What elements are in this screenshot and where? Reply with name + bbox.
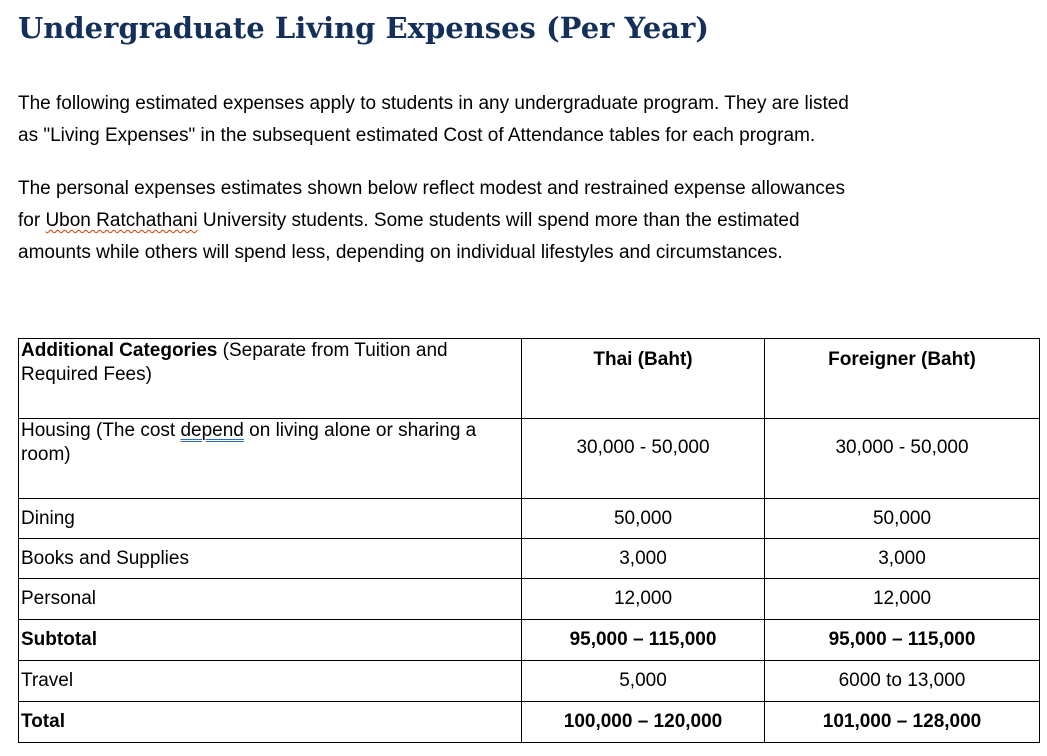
- row-thai-cell: 12,000: [522, 579, 765, 620]
- row-label-cell: Personal: [19, 579, 522, 620]
- housing-label-prefix: Housing (The cost: [21, 420, 181, 441]
- estimates-paragraph: [18, 173, 958, 269]
- estimates-line-2: [18, 205, 958, 237]
- row-label-cell: Dining: [19, 499, 522, 539]
- row-thai-cell: 5,000: [522, 661, 765, 702]
- row-foreigner-cell: 12,000: [765, 579, 1040, 620]
- row-label-cell: Subtotal: [19, 620, 522, 661]
- table-row: [19, 499, 1040, 539]
- table-row: [19, 661, 1040, 702]
- row-label-cell: Travel: [19, 661, 522, 702]
- spelling-flagged-text[interactable]: Ubon Ratchathani: [45, 210, 198, 231]
- table-row-subtotal: [19, 620, 1040, 661]
- row-foreigner-cell: 50,000: [765, 499, 1040, 539]
- grammar-flagged-text[interactable]: depend: [180, 420, 244, 441]
- housing-label-suffix: on living alone or sharing a room): [21, 420, 477, 465]
- document-title: Undergraduate Living Expenses (Per Year): [18, 11, 709, 45]
- row-label-cell: Total: [19, 702, 522, 743]
- header-category-note: (Separate from Tuition and Required Fees): [21, 340, 448, 385]
- header-category-cell: [19, 339, 522, 419]
- table-header-row: [19, 339, 1040, 419]
- table-row-total: [19, 702, 1040, 743]
- header-foreigner-cell: Foreigner (Baht): [765, 339, 1040, 419]
- row-thai-cell: 100,000 – 120,000: [522, 702, 765, 743]
- table-row: [19, 539, 1040, 579]
- expenses-table: [18, 338, 1040, 743]
- row-label-cell: Books and Supplies: [19, 539, 522, 579]
- estimates-line-2-suffix: University students. Some students will spend more than the estimated: [197, 210, 800, 231]
- table-row: [19, 579, 1040, 620]
- header-category-title: Additional Categories: [21, 340, 218, 361]
- intro-line-1: The following estimated expenses apply to students in any undergraduate program. They are listed: [18, 93, 849, 114]
- estimates-line-1: The personal expenses estimates shown below reflect modest and restrained expense allowances: [18, 178, 845, 199]
- row-foreigner-cell: 3,000: [765, 539, 1040, 579]
- header-thai-cell: Thai (Baht): [522, 339, 765, 419]
- housing-label-cell: [19, 419, 522, 499]
- row-foreigner-cell: 6000 to 13,000: [765, 661, 1040, 702]
- housing-foreigner-cell: 30,000 - 50,000: [765, 419, 1040, 499]
- intro-line-2: as "Living Expenses" in the subsequent estimated Cost of Attendance tables for each program.: [18, 125, 816, 146]
- estimates-line-2-prefix: for: [18, 210, 46, 231]
- row-thai-cell: 50,000: [522, 499, 765, 539]
- estimates-line-3: amounts while others will spend less, depending on individual lifestyles and circumstances.: [18, 242, 783, 263]
- row-foreigner-cell: 101,000 – 128,000: [765, 702, 1040, 743]
- intro-paragraph: [18, 88, 958, 152]
- housing-thai-cell: 30,000 - 50,000: [522, 419, 765, 499]
- row-foreigner-cell: 95,000 – 115,000: [765, 620, 1040, 661]
- table-row-housing: [19, 419, 1040, 499]
- row-thai-cell: 3,000: [522, 539, 765, 579]
- row-thai-cell: 95,000 – 115,000: [522, 620, 765, 661]
